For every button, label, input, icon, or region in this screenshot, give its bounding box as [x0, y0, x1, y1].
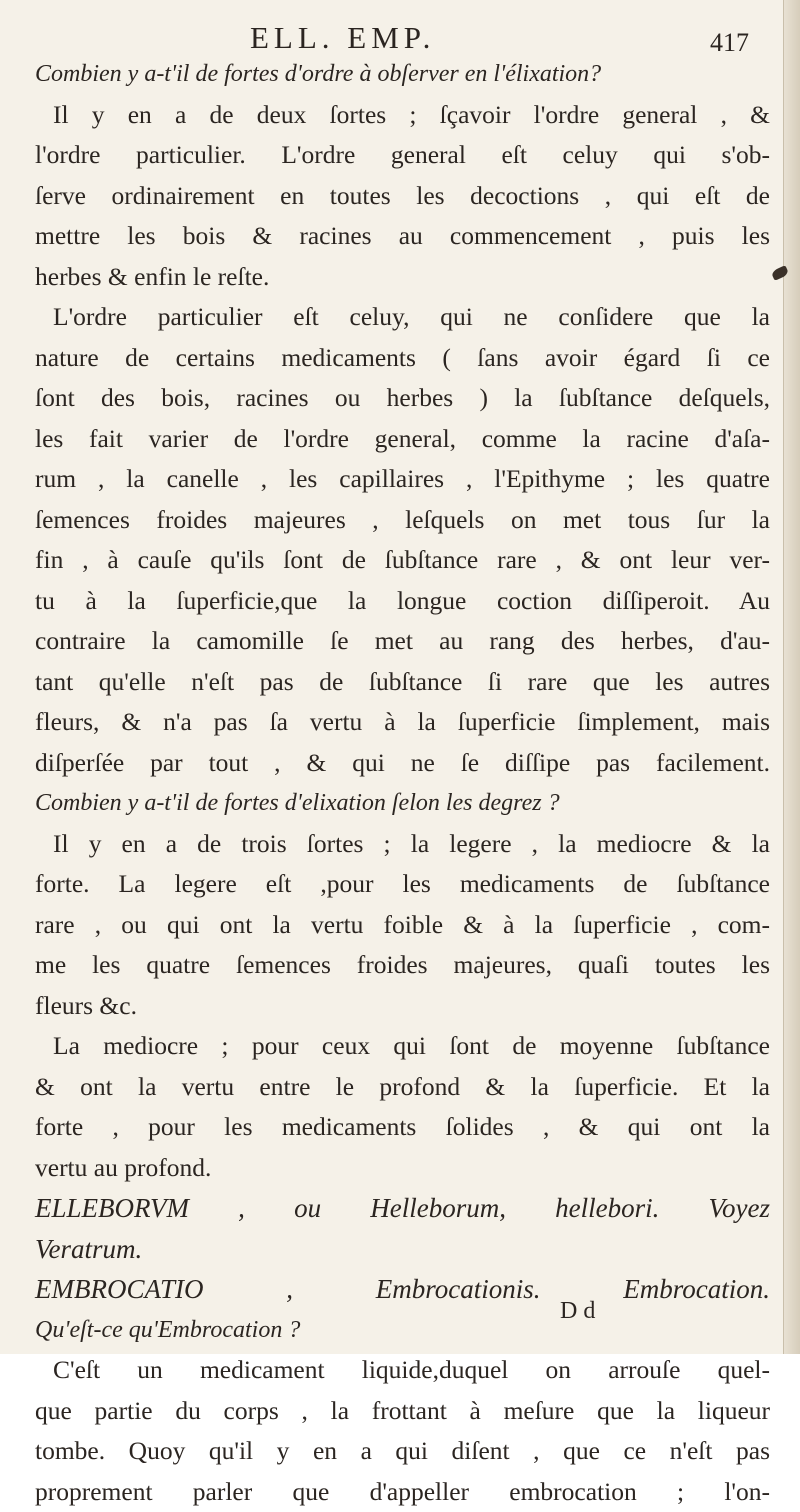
question-line: Qu'eſt-ce qu'Embrocation ?	[35, 1310, 770, 1351]
text-line: tu à la ſuperficie,que la longue coction diſſiperoit. Au	[35, 581, 770, 622]
text-line: contraire la camomille ſe met au rang des herbes, d'au-	[35, 621, 770, 662]
text-line: rare , ou qui ont la vertu foible & à la ſuperficie , com-	[35, 905, 770, 946]
text-line: herbes & enfin le reſte.	[35, 257, 770, 298]
text-line: L'ordre particulier eſt celuy, qui ne conſidere que la	[35, 297, 770, 338]
text-line: tombe. Quoy qu'il y en a qui diſent , que ce n'eſt pas	[35, 1431, 770, 1472]
text-line: fleurs &c.	[35, 986, 770, 1027]
text-line: diſperſée par tout , & qui ne ſe diſſipe pas facilement.	[35, 743, 770, 784]
entry-heading: Veratrum.	[35, 1229, 770, 1270]
text-line: fleurs, & n'a pas ſa vertu à la ſuperficie ſimplement, mais	[35, 702, 770, 743]
text-line: & ont la vertu entre le profond & la ſuperficie. Et la	[35, 1067, 770, 1108]
text-line: que partie du corps , la frottant à meſure que la liqueur	[35, 1391, 770, 1432]
text-line: ſemences froides majeures , leſquels on met tous ſur la	[35, 500, 770, 541]
question-line: Combien y a-t'il de fortes d'ordre à obſerver en l'élixation?	[35, 54, 770, 95]
running-head	[0, 14, 790, 54]
text-block	[35, 54, 770, 1512]
text-line: La mediocre ; pour ceux qui ſont de moyenne ſubſtance	[35, 1026, 770, 1067]
text-line: rum , la canelle , les capillaires , l'Epithyme ; les quatre	[35, 459, 770, 500]
text-line: me les quatre ſemences froides majeures, quaſi toutes les	[35, 945, 770, 986]
entry-heading: EMBROCATIO , Embrocationis. Embrocation.	[35, 1269, 770, 1310]
text-line: Il y en a de trois ſortes ; la legere , la mediocre & la	[35, 824, 770, 865]
entry-heading: ELLEBORVM , ou Helleborum, hellebori. Voyez	[35, 1188, 770, 1229]
text-line: fin , à cauſe qu'ils ſont de ſubſtance rare , & ont leur ver-	[35, 540, 770, 581]
text-line: ſerve ordinairement en toutes les decoctions , qui eſt de	[35, 176, 770, 217]
text-line: forte , pour les medicaments ſolides , & qui ont la	[35, 1107, 770, 1148]
text-line: proprement parler que d'appeller embrocation ; l'on-	[35, 1472, 770, 1512]
text-line: Il y en a de deux ſortes ; ſçavoir l'ordre general , &	[35, 95, 770, 136]
text-line: tant qu'elle n'eſt pas de ſubſtance ſi rare que les autres	[35, 662, 770, 703]
question-line: Combien y a-t'il de fortes d'elixation ſelon les degrez ?	[35, 783, 770, 824]
text-line: l'ordre particulier. L'ordre general eſt celuy qui s'ob-	[35, 135, 770, 176]
text-line: les fait varier de l'ordre general, comme la racine d'aſa-	[35, 419, 770, 460]
text-line: mettre les bois & racines au commencement , puis les	[35, 216, 770, 257]
text-line: C'eſt un medicament liquide,duquel on arrouſe quel-	[35, 1350, 770, 1391]
text-line: ſont des bois, racines ou herbes ) la ſubſtance deſquels,	[35, 378, 770, 419]
page-edge	[783, 0, 800, 1354]
signature-mark: D d	[560, 1298, 595, 1325]
running-title: ELL. EMP.	[250, 20, 435, 56]
text-line: vertu au profond.	[35, 1148, 770, 1189]
text-line: forte. La legere eſt ,pour les medicaments de ſubſtance	[35, 864, 770, 905]
page-number: 417	[710, 28, 749, 58]
text-line: nature de certains medicaments ( ſans avoir égard ſi ce	[35, 338, 770, 379]
